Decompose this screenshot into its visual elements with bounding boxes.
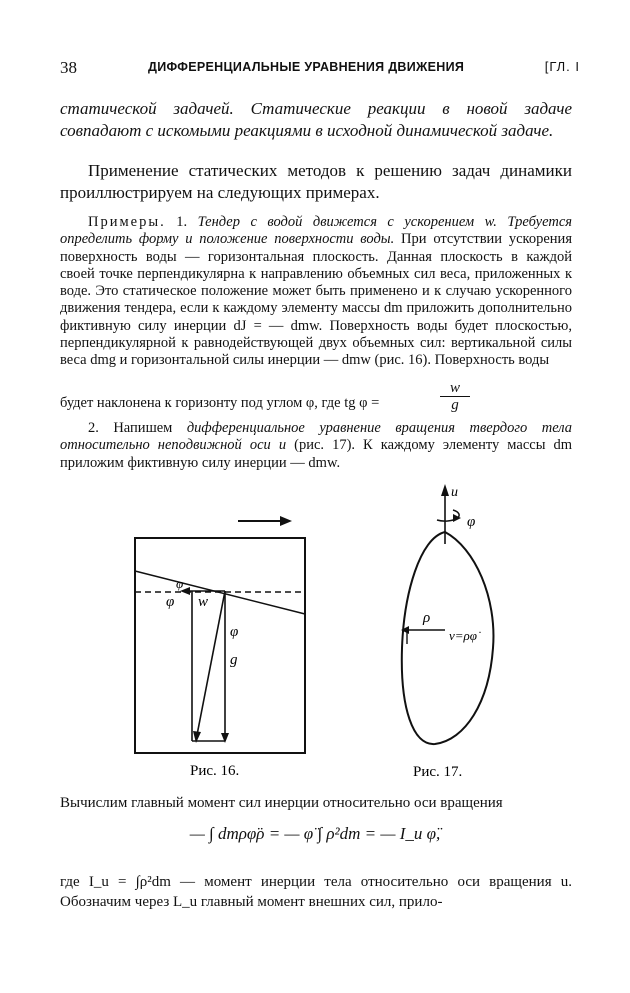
- phi-label-right: φ: [230, 624, 239, 640]
- figure-16: [120, 505, 320, 780]
- example-2-number: 2. Напишем: [88, 420, 173, 436]
- g-label: g: [230, 652, 238, 668]
- example-1-number: 1.: [176, 214, 188, 230]
- fraction-denominator: g: [451, 397, 459, 413]
- tender-tank: [135, 538, 305, 753]
- rotation-phi-label: φ: [467, 514, 476, 530]
- page-number: 38: [60, 58, 77, 77]
- w-label: w: [198, 594, 209, 610]
- resultant-arrow: [197, 591, 225, 735]
- example-1-conclusion-text: будет наклонена к горизонту под углом φ, где tg φ =: [60, 395, 380, 411]
- velocity-label: v=ρφ̇: [449, 628, 477, 643]
- acceleration-arrowhead: [280, 516, 292, 526]
- intro-paragraph: статической задачей. Статические реакции в новой задаче совпадают с искомыми реакциями в исходной динамической задаче.: [60, 99, 572, 140]
- moment-paragraph: Вычислим главный момент сил инерции относительно оси вращения: [60, 795, 503, 811]
- figure-17: [385, 478, 525, 780]
- phi-label-top: φ: [176, 576, 184, 591]
- example-2-paragraph: [60, 420, 572, 472]
- phi-label-left: φ: [166, 594, 175, 610]
- rigid-body-outline: [402, 532, 494, 744]
- chapter-label: [ГЛ. I: [544, 59, 580, 74]
- application-paragraph: Применение статических методов к решению задач динамики проиллюстрируем на следующих примерах.: [60, 161, 572, 202]
- example-2-statement: дифференциальное уравнение вращения твердого тела относительно неподвижной оси u: [60, 420, 573, 454]
- fraction-numerator: w: [440, 380, 470, 397]
- u-label: u: [451, 485, 458, 500]
- examples-label: Примеры.: [88, 214, 166, 230]
- rho-label: ρ: [423, 610, 431, 626]
- definition-paragraph: где I_u = ∫ρ²dm — момент инерции тела относительно оси вращения u. Обозначим через L_u главный момент внешних сил, прило-: [60, 874, 572, 910]
- rotation-axis-arrowhead: [441, 484, 449, 496]
- example-1-statement: Тендер с водой движется с ускорением w. Требуется определить форму и положение поверхности воды.: [60, 214, 573, 248]
- figure-16-caption: Рис. 16.: [190, 763, 240, 779]
- example-1-conclusion: [60, 395, 572, 412]
- example-1-body: При отсутствии ускорения поверхность воды — горизонтальная плоскость. Данная плоскость в каждой своей точке перпендикулярна к направлению объемных сил веса, приложенных к воде. Это статическое положение может быть применено и к случаю ускоренного движения тендера, если к каждому элементу массы dm приложить дополнительно фиктивную силу инерции dJ = — dmw. Поверхность воды будет плоскостью, перпендикулярной к равнодействующей двух объемных сил: вертикальной силы веса dmg и горизонтальной силы инерции — dmw (рис. 16). Поверхность воды: [60, 231, 572, 369]
- inertia-moment-formula: — ∫ dmρφ̈ρ = — φ̈ ∫ ρ²dm = — I_u φ̈,: [189, 824, 441, 843]
- example-2-body: (рис. 17). К каждому элементу массы dm приложим фиктивную силу инерции — dmw.: [60, 437, 573, 471]
- running-head: [60, 58, 580, 80]
- running-title: ДИФФЕРЕНЦИАЛЬНЫЕ УРАВНЕНИЯ ДВИЖЕНИЯ: [148, 60, 465, 74]
- example-1-paragraph: [60, 214, 572, 370]
- tangent-fraction: [440, 380, 470, 413]
- figure-17-caption: Рис. 17.: [413, 764, 463, 780]
